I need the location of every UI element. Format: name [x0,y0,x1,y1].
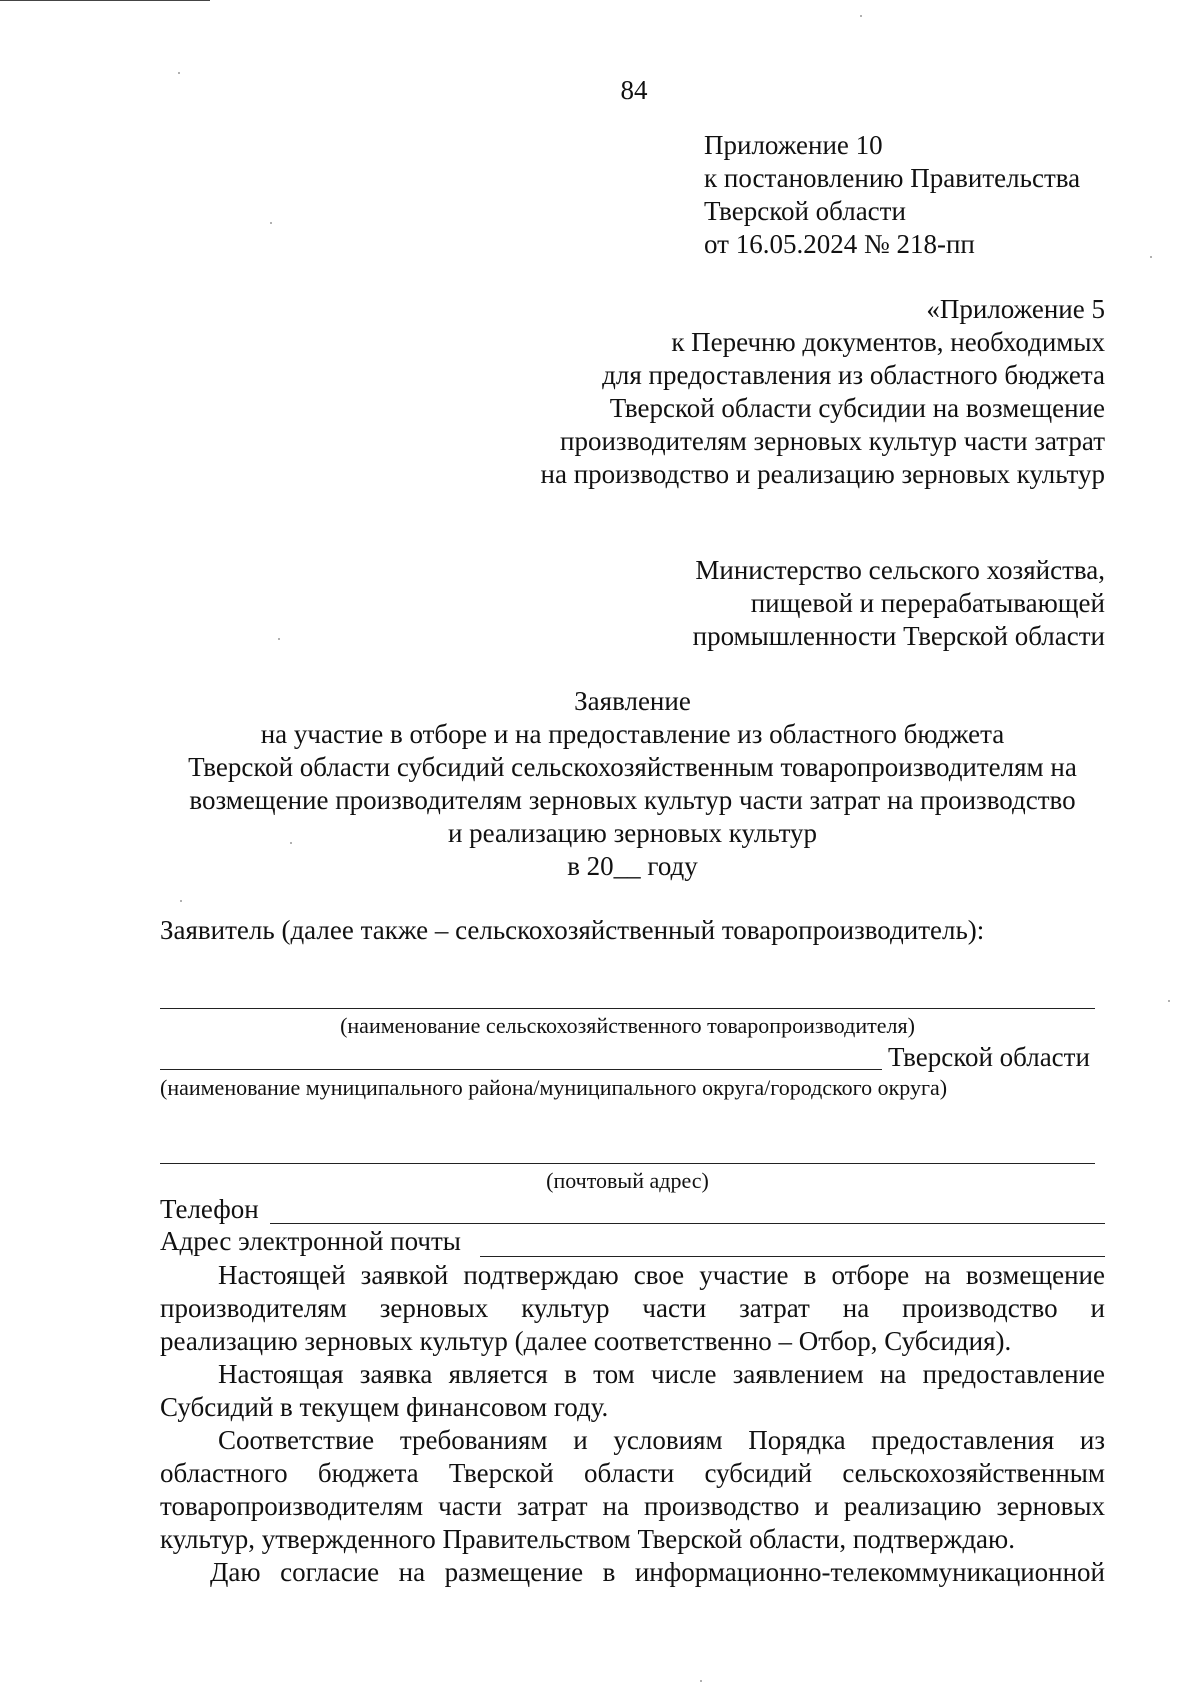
page-number: 84 [620,75,648,105]
addressee-line: промышленности Тверской области [692,621,1105,651]
paragraph-line: товаропроизводителям части затрат на производство и реализацию зерновых [160,1491,1105,1521]
paragraph-line: реализацию зерновых культур (далее соответственно – Отбор, Субсидия). [160,1326,1012,1356]
phone-field[interactable] [270,1223,1105,1224]
title-line: возмещение производителям зерновых культур части затрат на производство [189,785,1076,815]
header-appendix-line: от 16.05.2024 № 218-пп [704,229,975,259]
header-appendix-line: к постановлению Правительства [704,163,1081,193]
address-caption: (почтовый адрес) [546,1168,709,1193]
scan-speck [1168,1000,1170,1002]
title-line: на участие в отборе и на предоставление из областного бюджета [260,719,1005,749]
sub-appendix-line: Тверской области субсидии на возмещение [609,393,1105,423]
addressee-line: пищевой и перерабатывающей [750,588,1105,618]
scan-speck [860,15,862,17]
scan-speck [700,1680,702,1682]
paragraph-line: производителям зерновых культур части затрат на производство и [160,1293,1105,1323]
email-label: Адрес электронной почты [160,1226,461,1256]
applicant-label: Заявитель (далее также – сельскохозяйственный товаропроизводитель): [160,915,985,945]
paragraph-line: культур, утвержденного Правительством Тверской области, подтверждаю. [160,1524,1015,1554]
title-heading: Заявление [574,686,691,716]
sub-appendix-line: к Перечню документов, необходимых [671,327,1105,357]
sub-appendix-line: производителям зерновых культур части затрат [560,426,1105,456]
paragraph-line: Настоящая заявка является в том числе заявлением на предоставление [218,1359,1105,1389]
title-line: и реализацию зерновых культур [447,818,818,848]
phone-label: Телефон [160,1194,259,1224]
producer-caption: (наименование сельскохозяйственного товаропроизводителя) [340,1013,915,1038]
scan-edge-mark [0,0,210,1]
scan-speck [278,638,280,640]
postal-address-field[interactable] [160,1163,1095,1164]
district-caption: (наименование муниципального района/муниципального округа/городского округа) [160,1075,948,1100]
paragraph-line: Соответствие требованиям и условиям Порядка предоставления из [218,1425,1105,1455]
addressee-line: Министерство сельского хозяйства, [695,555,1105,585]
region-suffix: Тверской области [888,1042,1090,1072]
sub-appendix-line: для предоставления из областного бюджета [602,360,1105,390]
paragraph-line: Даю согласие на размещение в информационно-телекоммуникационной [210,1557,1105,1587]
title-line: Тверской области субсидий сельскохозяйственным товаропроизводителям на [188,752,1077,782]
scan-speck [1150,256,1152,258]
header-appendix-line: Приложение 10 [704,130,883,160]
sub-appendix-line: на производство и реализацию зерновых культур [540,459,1105,489]
header-appendix-line: Тверской области [704,196,906,226]
paragraph-line: Настоящей заявкой подтверждаю свое участие в отборе на возмещение [218,1260,1105,1290]
scan-speck [180,900,182,902]
district-field[interactable] [160,1069,882,1070]
scan-speck [270,222,272,224]
sub-appendix-line: «Приложение 5 [926,294,1105,324]
scan-speck [178,72,180,74]
paragraph-line: областного бюджета Тверской области субсидий сельскохозяйственным [160,1458,1105,1488]
producer-name-field[interactable] [160,1008,1095,1009]
email-field[interactable] [480,1256,1105,1257]
paragraph-line: Субсидий в текущем финансовом году. [160,1392,609,1422]
title-line: в 20__ году [567,851,698,881]
